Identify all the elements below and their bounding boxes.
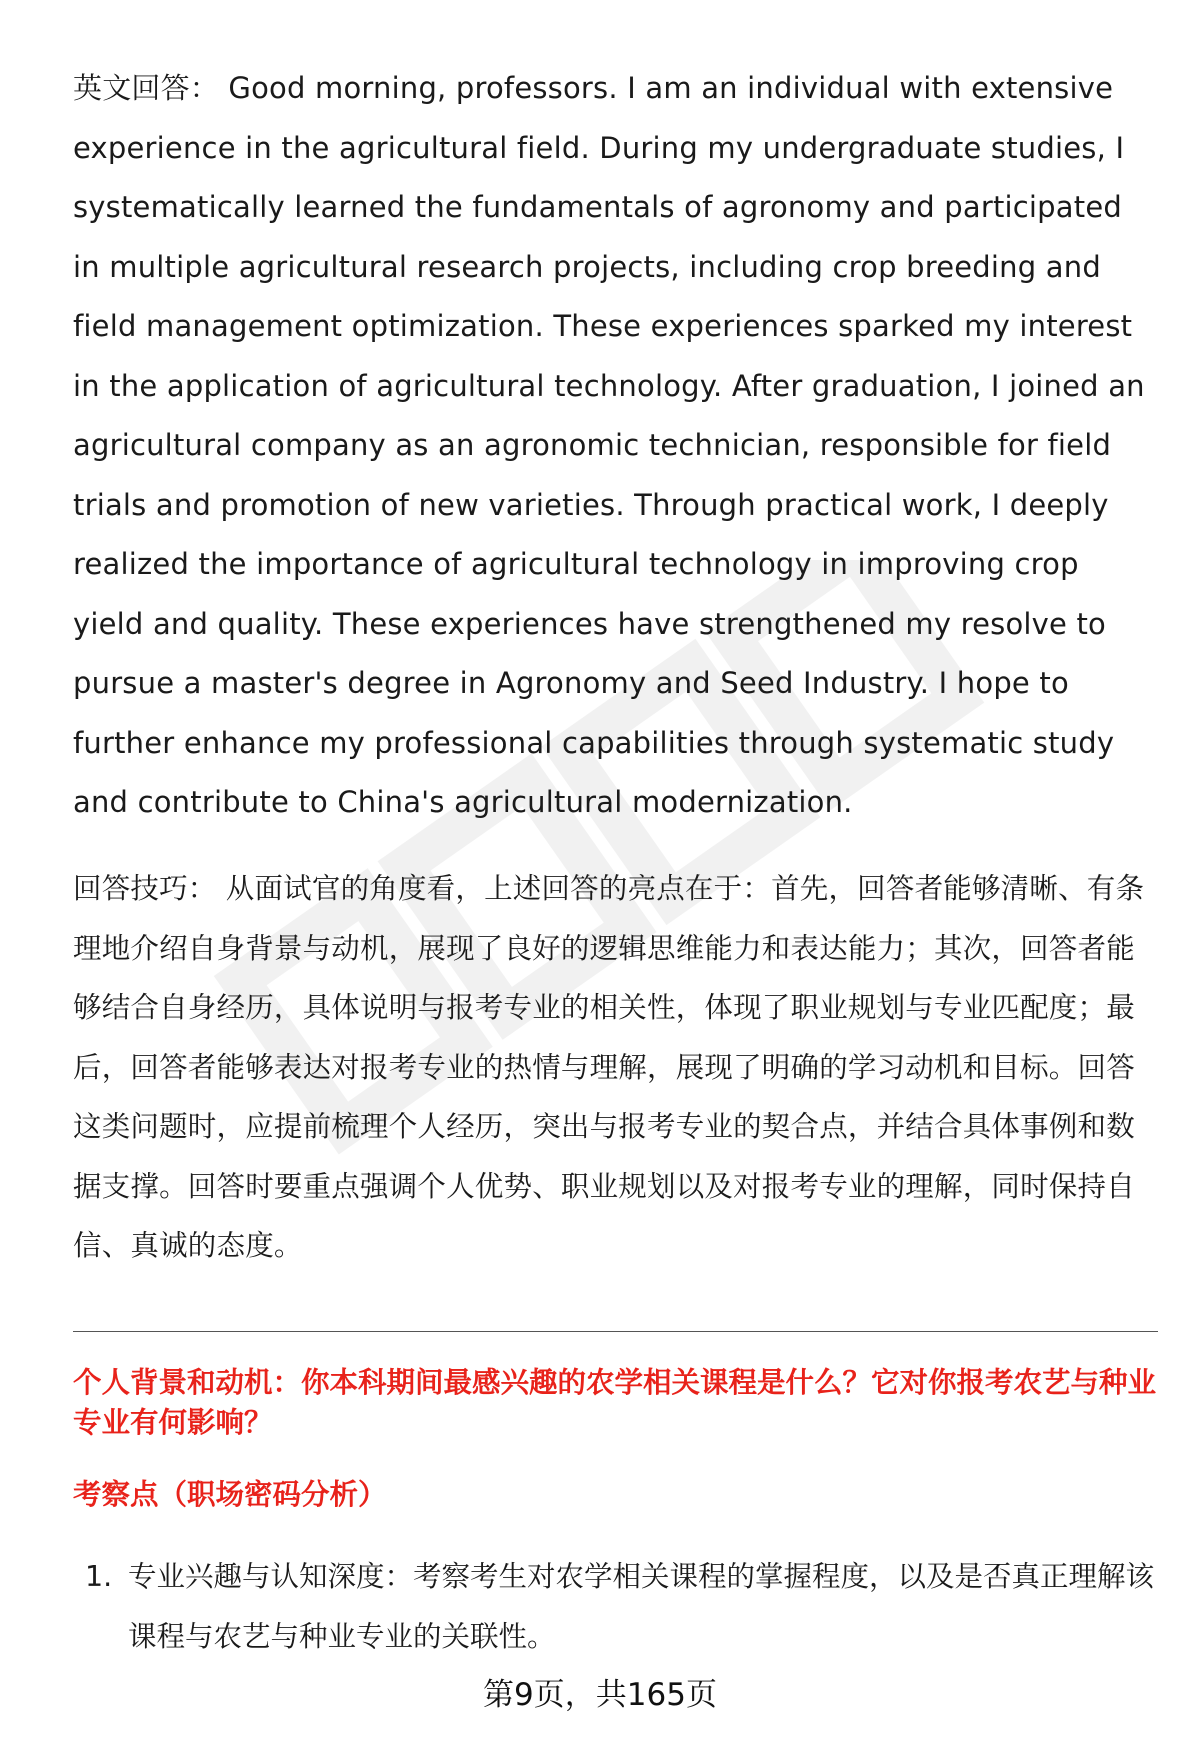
section-heading: 考察点（职场密码分析） [73, 1478, 387, 1511]
answer-tips-label: 回答技巧： [73, 872, 217, 905]
english-answer-text: Good morning, professors. I am an individual with extensive experience in the agricultural field. During my undergraduate studies, I systematically learned the fundamentals of agronomy and participated in multiple agricultural research projects, including crop breeding and field management optimization. These experiences sparked my interest in the application of agricultural technology. After graduation, I joined an agricultural company as an agronomic technician, responsible for field trials and promotion of new varieties. Through practical work, I deeply realized the importance of agricultural technology in improving crop yield and quality. These experiences have strengthened my resolve to pursue a master's degree in Agronomy and Seed Industry. I hope to further enhance my professional capabilities through systematic study and contribute to China's agricultural modernization. [73, 71, 1145, 819]
interview-question: 个人背景和动机：你本科期间最感兴趣的农学相关课程是什么？它对你报考农艺与种业专业有何影响？ [73, 1366, 1157, 1439]
answer-tips-paragraph [73, 859, 1153, 1276]
answer-tips-text: 从面试官的角度看，上述回答的亮点在于：首先，回答者能够清晰、有条理地介绍自身背景与动机，展现了良好的逻辑思维能力和表达能力；其次，回答者能够结合自身经历，具体说明与报考专业的相关性，体现了职业规划与专业匹配度；最后，回答者能够表达对报考专业的热情与理解，展现了明确的学习动机和目标。回答这类问题时，应提前梳理个人经历，突出与报考专业的契合点，并结合具体事例和数据支撑。回答时要重点强调个人优势、职业规划以及对报考专业的理解，同时保持自信、真诚的态度。 [73, 872, 1145, 1262]
list-item [85, 1547, 1155, 1666]
list-item-number: 1. [85, 1560, 113, 1593]
english-answer-paragraph [73, 59, 1153, 833]
list-item-text: 专业兴趣与认知深度：考察考生对农学相关课程的掌握程度，以及是否真正理解该课程与农艺与种业专业的关联性。 [128, 1560, 1155, 1653]
page-footer: 第9页，共165页 [483, 1677, 717, 1713]
section-divider [73, 1331, 1158, 1332]
assessment-points-list [85, 1547, 1155, 1666]
english-answer-label: 英文回答： [73, 71, 220, 105]
